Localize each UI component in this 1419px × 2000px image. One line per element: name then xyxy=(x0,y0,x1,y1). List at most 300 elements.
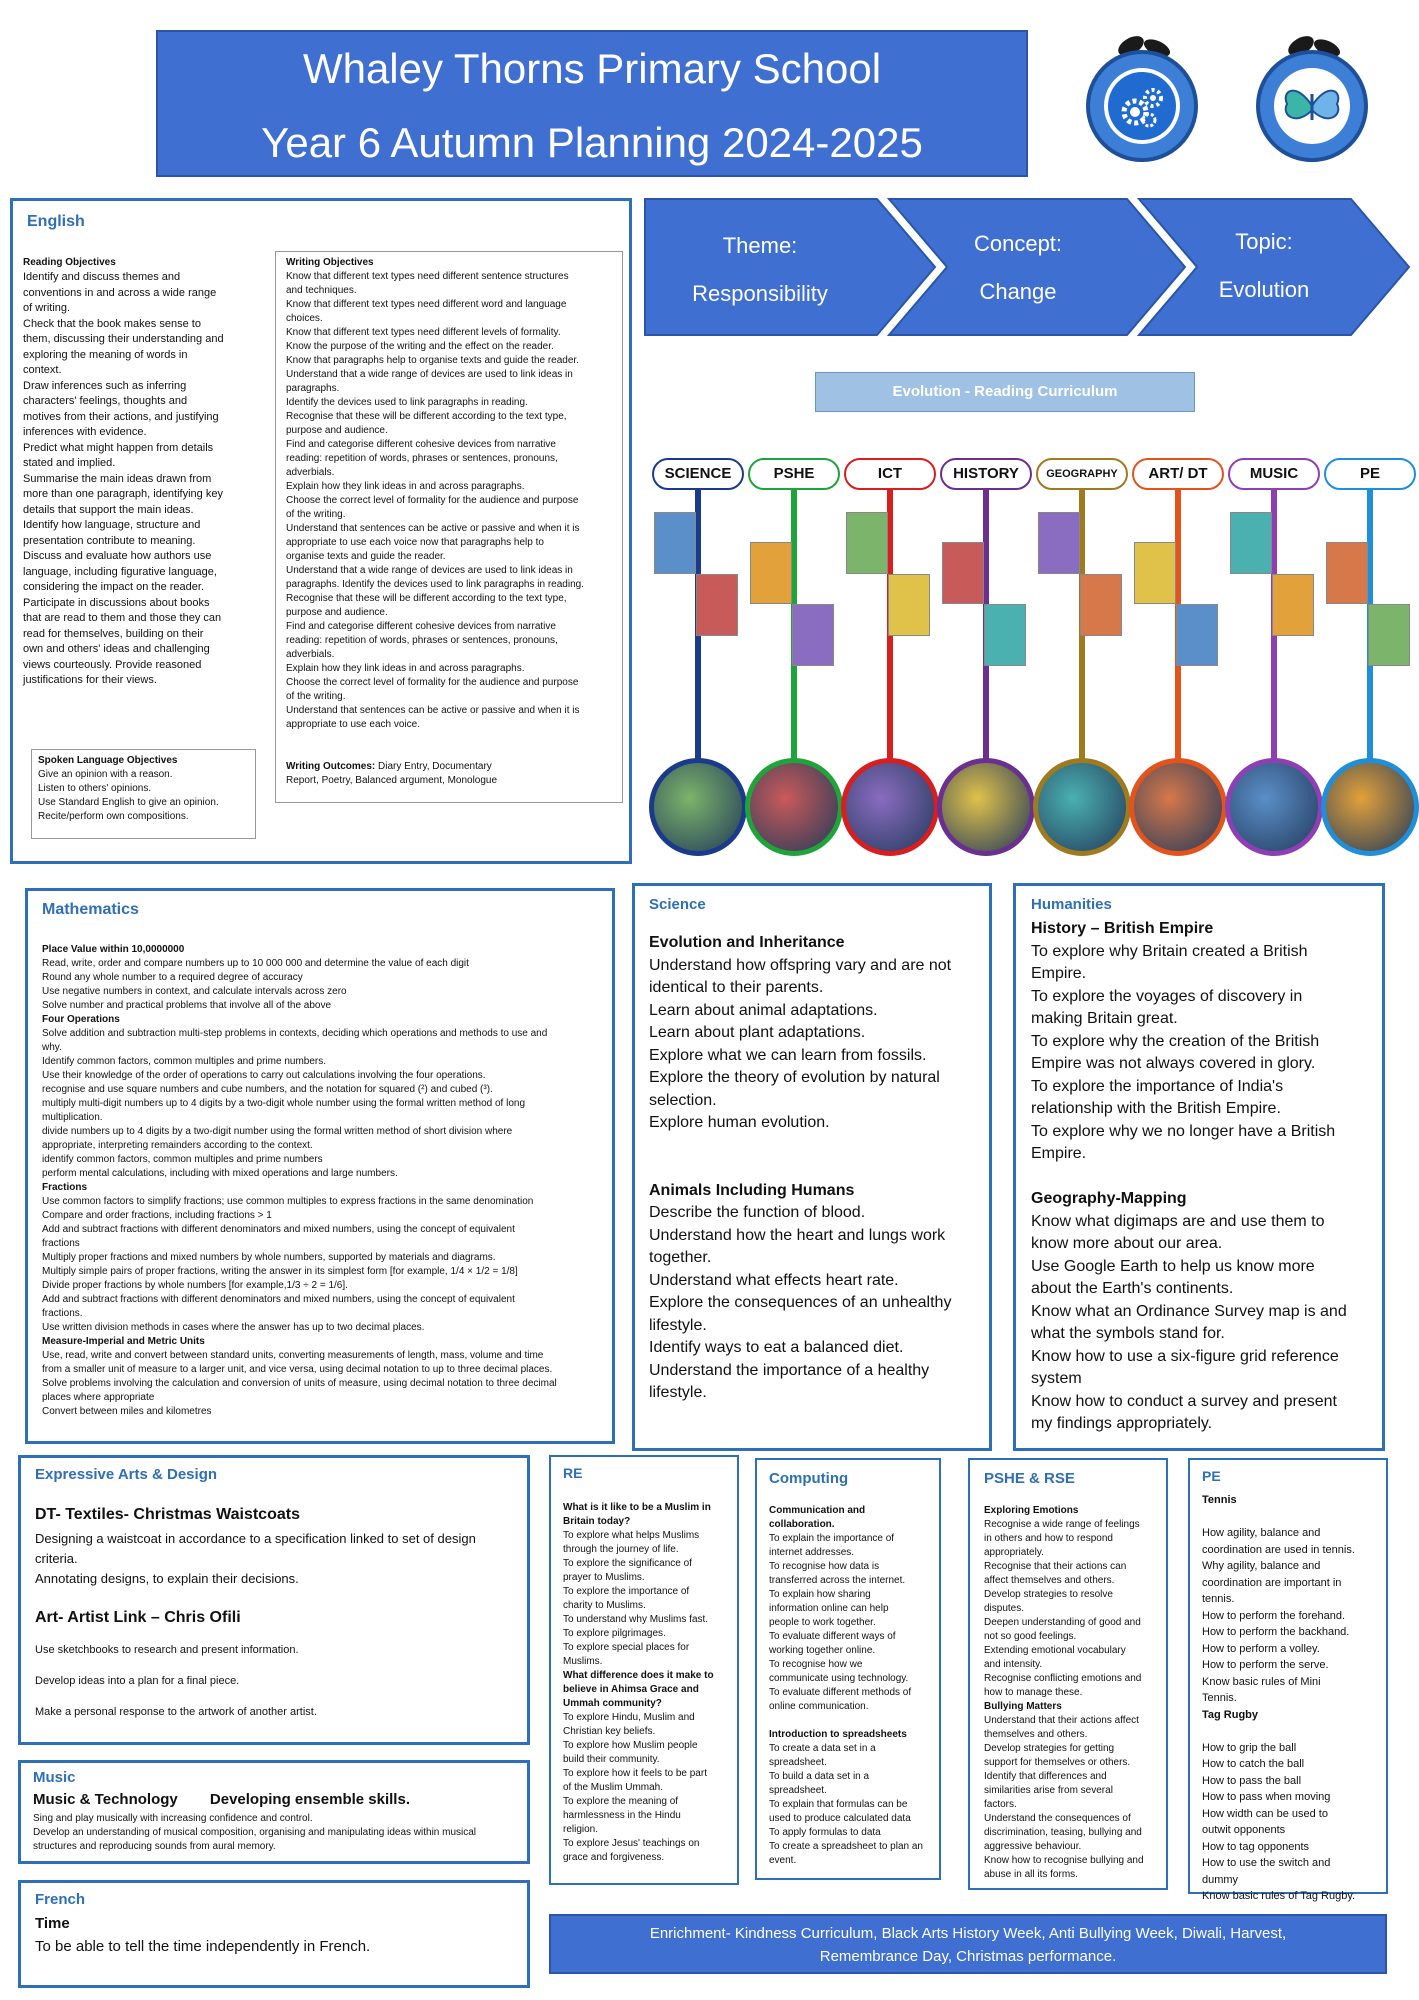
humanities-line: my findings appropriately. xyxy=(1031,1415,1213,1432)
pe-line: Tennis. xyxy=(1202,1692,1237,1704)
book-cover xyxy=(792,604,834,666)
reading-line: Identify and discuss themes and xyxy=(23,271,181,283)
humanities-line xyxy=(1031,1166,1381,1189)
reading-line: Summarise the main ideas drawn from xyxy=(23,472,212,485)
computing-line: collaboration. xyxy=(769,1519,835,1530)
science-heading: Science xyxy=(649,896,706,913)
science-line: lifestyle. xyxy=(649,1384,707,1401)
humanities-heading: Humanities xyxy=(1031,896,1112,913)
pshe-line: Recognise conflicting emotions and xyxy=(984,1673,1142,1684)
spoken-language-objectives xyxy=(31,749,256,839)
maths-line: Read, write, order and compare numbers up to 10 000 000 and determine the value of each digit xyxy=(42,958,469,969)
pe-line: How to perform a volley. xyxy=(1202,1642,1320,1655)
pshe-line: Extending emotional vocabulary xyxy=(984,1645,1126,1656)
science-line: Identify ways to eat a balanced diet. xyxy=(649,1339,904,1356)
science-panel xyxy=(632,883,992,1451)
writing-line: Know that different text types need different levels of formality. xyxy=(286,327,561,338)
re-line: Ummah community? xyxy=(563,1698,662,1709)
pshe-line: disputes. xyxy=(984,1603,1025,1614)
french-panel xyxy=(18,1880,530,1988)
page-title-banner xyxy=(156,30,1028,177)
reading-line: conventions in and across a wide range xyxy=(23,286,217,299)
book-cover xyxy=(1272,574,1314,636)
writing-line: Know that different text types need different word and language xyxy=(286,299,567,310)
pe-line: How to tag opponents xyxy=(1202,1840,1310,1853)
music-line-2: Develop an understanding of musical composition, organising and manipulating ideas within musical xyxy=(33,1826,477,1838)
book-cover xyxy=(1038,512,1080,574)
maths-line: appropriate, interpreting remainders according to the context. xyxy=(42,1140,313,1151)
maths-line: divide numbers up to 4 digits by a two-digit number using the formal written method of short division where xyxy=(42,1126,513,1137)
planning-title: Year 6 Autumn Planning 2024-2025 xyxy=(261,119,923,166)
book-cover xyxy=(654,512,696,574)
maths-line: places where appropriate xyxy=(42,1392,155,1403)
mathematics-list xyxy=(42,943,612,1419)
science-line: together. xyxy=(649,1249,712,1266)
french-line: To be able to tell the time independently in French. xyxy=(35,1938,371,1955)
book-cover xyxy=(1176,604,1218,666)
chevron-theme xyxy=(660,222,860,318)
humanities-list xyxy=(1031,918,1381,1436)
re-line: To explore Jesus' teachings on xyxy=(563,1838,700,1849)
expressive-arts-panel xyxy=(18,1455,530,1745)
pshe-line: appropriately. xyxy=(984,1547,1044,1558)
writing-line: adverbials. xyxy=(286,649,335,660)
maths-line: Solve addition and subtraction multi-step problems in contexts, deciding which operations and methods to use and xyxy=(42,1028,548,1039)
science-line: lifestyle. xyxy=(649,1316,707,1334)
reading-line: presentation contribute to meaning. xyxy=(23,534,196,547)
humanities-line: To explore why we no longer have a British xyxy=(1031,1122,1336,1140)
humanities-panel xyxy=(1013,883,1385,1451)
reading-line: inferences with evidence. xyxy=(23,426,147,438)
re-list xyxy=(563,1501,738,1865)
reading-line: exploring the meaning of words in xyxy=(23,348,188,361)
re-line: grace and forgiveness. xyxy=(563,1852,665,1863)
writing-line: choices. xyxy=(286,313,323,324)
computing-line: To recognise how we xyxy=(769,1659,863,1670)
butterfly-icon xyxy=(1247,32,1377,162)
computing-line: To explain how sharing xyxy=(769,1589,871,1600)
computing-line: online communication. xyxy=(769,1701,869,1712)
computing-line: To build a data set in a xyxy=(769,1771,870,1782)
writing-line: Choose the correct level of formality for the audience and purpose xyxy=(286,677,579,688)
maths-line: identify common factors, common multiples and prime numbers xyxy=(42,1154,323,1165)
reading-line: Predict what might happen from details xyxy=(23,441,214,454)
english-heading: English xyxy=(27,213,85,230)
reading-line: language, including figurative language, xyxy=(23,565,217,578)
music-sub2: Developing ensemble skills. xyxy=(209,1791,410,1808)
re-line: religion. xyxy=(563,1824,599,1835)
computing-line: To recognise how data is xyxy=(769,1561,880,1572)
computing-line: spreadsheet. xyxy=(769,1785,827,1796)
spoken-line: Listen to others' opinions. xyxy=(38,783,152,794)
humanities-line: about the Earth's continents. xyxy=(1031,1280,1234,1297)
subject-label-artdt: ART/ DT xyxy=(1132,458,1224,490)
computing-line xyxy=(769,1714,941,1728)
enrichment-line-2: Remembrance Day, Christmas performance. xyxy=(819,1948,1117,1965)
science-line: Understand what effects heart rate. xyxy=(649,1271,899,1289)
maths-line: Use written division methods in cases where the answer has up to two decimal places. xyxy=(42,1322,425,1333)
subject-label-music: MUSIC xyxy=(1228,458,1320,490)
pshe-line: not so good feelings. xyxy=(984,1631,1077,1642)
pe-line: Why agility, balance and xyxy=(1202,1560,1321,1572)
re-line: What difference does it make to xyxy=(563,1670,714,1681)
maths-line: multiplication. xyxy=(42,1112,103,1123)
humanities-line: what the symbols stand for. xyxy=(1031,1325,1225,1342)
re-line: To explore pilgrimages. xyxy=(563,1628,666,1639)
writing-line: Recognise that these will be different according to the text type, xyxy=(286,593,567,604)
reading-line: stated and implied. xyxy=(23,457,116,469)
science-line: Evolution and Inheritance xyxy=(649,934,845,951)
writing-line: reading: repetition of words, phrases or sentences, pronouns, xyxy=(286,635,558,646)
maths-line: fractions. xyxy=(42,1308,83,1319)
reading-line: Check that the book makes sense to xyxy=(23,317,201,330)
pshe-line: Exploring Emotions xyxy=(984,1505,1079,1516)
re-line: Muslims. xyxy=(563,1656,603,1667)
re-line: through the journey of life. xyxy=(563,1544,679,1555)
computing-line: To explain that formulas can be xyxy=(769,1799,908,1810)
music-content xyxy=(33,1789,528,1854)
re-line: To explore the meaning of xyxy=(563,1796,679,1807)
chevron-concept xyxy=(918,220,1118,316)
pshe-line: in others and how to respond xyxy=(984,1533,1113,1544)
pshe-line: Develop strategies for getting xyxy=(984,1743,1115,1754)
humanities-line: Empire. xyxy=(1031,1145,1087,1162)
pshe-line: Understand the consequences of xyxy=(984,1813,1131,1824)
science-line: Learn about plant adaptations. xyxy=(649,1024,866,1041)
science-line: Understand how the heart and lungs work xyxy=(649,1226,946,1244)
pshe-line: Bullying Matters xyxy=(984,1701,1062,1712)
humanities-line: Know what digimaps are and use them to xyxy=(1031,1212,1325,1230)
english-panel xyxy=(10,198,632,864)
re-line: of the Muslim Ummah. xyxy=(563,1782,664,1793)
reading-objectives-list xyxy=(23,270,283,689)
chevron-concept-value: Change xyxy=(979,279,1057,304)
computing-list xyxy=(769,1504,941,1868)
pe-line: How to catch the ball xyxy=(1202,1758,1305,1770)
pe-line: coordination are used in tennis. xyxy=(1202,1543,1355,1556)
pe-line xyxy=(1202,1509,1388,1526)
writing-objectives-list xyxy=(286,270,622,732)
pe-line: How to use the switch and xyxy=(1202,1857,1331,1869)
subject-image-circle xyxy=(649,758,747,856)
science-line xyxy=(649,1135,989,1158)
chevron-topic-label: Topic: xyxy=(1235,229,1293,254)
re-line: harmlessness in the Hindu xyxy=(563,1810,681,1821)
dt-line-2: criteria. xyxy=(35,1550,78,1566)
subject-image-circle xyxy=(745,758,843,856)
maths-line: fractions xyxy=(42,1238,80,1249)
mathematics-heading: Mathematics xyxy=(42,901,139,918)
maths-line: why. xyxy=(42,1042,62,1053)
pe-line: How to perform the forehand. xyxy=(1202,1609,1346,1622)
writing-line: appropriate to use each voice now that paragraphs help to xyxy=(286,537,544,548)
book-cover xyxy=(1326,542,1368,604)
school-name: Whaley Thorns Primary School xyxy=(302,45,882,92)
french-sub: Time xyxy=(35,1915,70,1932)
writing-line: purpose and audience. xyxy=(286,607,388,618)
pe-line: How to perform the backhand. xyxy=(1202,1626,1350,1638)
writing-line: reading: repetition of words, phrases or sentences, pronouns, xyxy=(286,453,558,464)
maths-line: Add and subtract fractions with different denominators and mixed numbers, using the concept of equivalent xyxy=(42,1294,515,1305)
maths-line: recognise and use square numbers and cube numbers, and the notation for squared (²) and cubed (³). xyxy=(42,1084,493,1095)
re-line: To explore the importance of xyxy=(563,1586,690,1597)
dt-line-3: Annotating designs, to explain their decisions. xyxy=(35,1570,299,1586)
subject-label-science: SCIENCE xyxy=(652,458,744,490)
maths-line: Place Value within 10,0000000 xyxy=(42,944,185,955)
reading-line: Identify how language, structure and xyxy=(23,519,201,531)
enrichment-line-1: Enrichment- Kindness Curriculum, Black Arts History Week, Anti Bullying Week, Diwali, Harvest, xyxy=(649,1925,1287,1942)
computing-line: working together online. xyxy=(769,1645,876,1656)
computing-line: Introduction to spreadsheets xyxy=(769,1729,907,1740)
humanities-line: making Britain great. xyxy=(1031,1010,1178,1027)
humanities-line: Geography-Mapping xyxy=(1031,1190,1187,1207)
computing-panel xyxy=(755,1458,941,1880)
book-cover xyxy=(1230,512,1272,574)
writing-line: Explain how they link ideas in and across paragraphs. xyxy=(286,481,525,492)
pe-line: How width can be used to xyxy=(1202,1807,1328,1820)
maths-line: from a smaller unit of measure to a larger unit, and vice versa, using decimal notation to up to three decimal places. xyxy=(42,1364,553,1375)
pshe-line: support for themselves or others. xyxy=(984,1757,1131,1768)
book-cover xyxy=(1368,604,1410,666)
spoken-line: Use Standard English to give an opinion. xyxy=(38,797,219,808)
writing-line: Know the purpose of the writing and the effect on the reader. xyxy=(286,341,554,352)
chevron-concept-label: Concept: xyxy=(973,231,1063,256)
reading-line: own and others' ideas and challenging xyxy=(23,643,210,655)
reading-line: details that support the main ideas. xyxy=(23,503,194,516)
humanities-line: History – British Empire xyxy=(1031,920,1214,937)
computing-line: transferred across the internet. xyxy=(769,1575,906,1586)
writing-line: and techniques. xyxy=(286,285,357,296)
pshe-heading: PSHE & RSE xyxy=(984,1470,1075,1487)
writing-outcomes-line1: Diary Entry, Documentary xyxy=(375,761,492,772)
humanities-line: To explore the voyages of discovery in xyxy=(1031,987,1303,1005)
music-line-1: Sing and play musically with increasing confidence and control. xyxy=(33,1812,313,1824)
writing-objectives xyxy=(275,251,623,803)
maths-line: Add and subtract fractions with different denominators and mixed numbers, using the concept of equivalent xyxy=(42,1224,515,1235)
writing-line: Know that paragraphs help to organise texts and guide the reader. xyxy=(286,355,579,366)
subject-label-pe: PE xyxy=(1324,458,1416,490)
reading-line: views courteously. Provide reasoned xyxy=(23,658,202,671)
maths-line: Multiply proper fractions and mixed numbers by whole numbers, supported by materials and diagrams. xyxy=(42,1252,496,1263)
humanities-line: Use Google Earth to help us know more xyxy=(1031,1257,1315,1275)
french-content xyxy=(35,1913,525,1959)
dt-title: DT- Textiles- Christmas Waistcoats xyxy=(35,1506,300,1523)
arts-content xyxy=(35,1504,525,1719)
re-line: charity to Muslims. xyxy=(563,1600,646,1611)
reading-line: Draw inferences such as inferring xyxy=(23,379,187,392)
science-line: Learn about animal adaptations. xyxy=(649,1001,878,1019)
pshe-list xyxy=(984,1504,1168,1882)
science-line xyxy=(649,1157,989,1180)
re-line: To understand why Muslims fast. xyxy=(563,1614,709,1625)
reading-objectives xyxy=(23,256,283,746)
pshe-line: similarities arise from several xyxy=(984,1785,1113,1796)
pe-line: Know basic rules of Tag Rugby. xyxy=(1202,1890,1356,1902)
computing-line: To apply formulas to data xyxy=(769,1827,881,1838)
re-line: To explore special places for xyxy=(563,1642,690,1653)
computing-line: To evaluate different methods of xyxy=(769,1687,912,1698)
pshe-line: Recognise a wide range of feelings xyxy=(984,1519,1140,1530)
subject-image-circle xyxy=(1033,758,1131,856)
writing-line: of the writing. xyxy=(286,691,346,702)
re-line: Christian key beliefs. xyxy=(563,1726,656,1737)
writing-line: Find and categorise different cohesive devices from narrative xyxy=(286,439,556,450)
science-line: Describe the function of blood. xyxy=(649,1204,866,1221)
writing-line: Understand that sentences can be active or passive and when it is xyxy=(286,523,580,534)
pshe-line: Understand that their actions affect xyxy=(984,1715,1139,1726)
re-heading: RE xyxy=(563,1465,583,1481)
maths-line: Four Operations xyxy=(42,1014,120,1025)
humanities-line: To explore the importance of India's xyxy=(1031,1077,1284,1095)
mathematics-panel xyxy=(25,888,615,1444)
maths-line: Use common factors to simplify fractions; use common multiples to express fractions in the same denomination xyxy=(42,1196,534,1207)
maths-line: Divide proper fractions by whole numbers [for example,1/3 ÷ 2 = 1/6]. xyxy=(42,1280,348,1291)
reading-objectives-title: Reading Objectives xyxy=(23,257,116,268)
pshe-line: Develop strategies to resolve xyxy=(984,1589,1113,1600)
subject-label-geography: GEOGRAPHY xyxy=(1036,458,1128,490)
computing-line: communicate using technology. xyxy=(769,1673,909,1684)
reading-line: them, discussing their understanding and xyxy=(23,333,224,345)
writing-line: paragraphs. xyxy=(286,383,340,394)
maths-line: Fractions xyxy=(42,1182,88,1193)
pshe-line: and intensity. xyxy=(984,1659,1043,1670)
pe-line: Know basic rules of Mini xyxy=(1202,1675,1321,1688)
book-cover xyxy=(1134,542,1176,604)
spoken-list xyxy=(38,768,249,824)
maths-line: Measure-Imperial and Metric Units xyxy=(42,1336,205,1347)
pshe-line: discrimination, teasing, bullying and xyxy=(984,1827,1142,1838)
pe-line: outwit opponents xyxy=(1202,1824,1286,1836)
chevron-theme-value: Responsibility xyxy=(692,281,828,306)
re-line: To explore how it feels to be part xyxy=(563,1768,707,1779)
re-line: build their community. xyxy=(563,1754,660,1765)
computing-line: To create a data set in a xyxy=(769,1743,876,1754)
pe-line: How to pass when moving xyxy=(1202,1791,1331,1803)
pe-line: How to grip the ball xyxy=(1202,1741,1297,1754)
pe-line: Tag Rugby xyxy=(1202,1708,1259,1721)
science-line: Animals Including Humans xyxy=(649,1181,855,1199)
computing-line: To explain the importance of xyxy=(769,1533,895,1544)
re-line: To explore how Muslim people xyxy=(563,1740,698,1751)
pe-line: tennis. xyxy=(1202,1593,1235,1605)
pe-line: coordination are important in xyxy=(1202,1576,1342,1589)
reading-line: characters' feelings, thoughts and xyxy=(23,395,188,407)
pshe-line: Know how to recognise bullying and xyxy=(984,1855,1144,1866)
reading-curriculum-title: Evolution - Reading Curriculum xyxy=(815,372,1195,412)
computing-line: used to produce calculated data xyxy=(769,1813,911,1824)
writing-line: Find and categorise different cohesive devices from narrative xyxy=(286,621,556,632)
reading-line: justifications for their views. xyxy=(23,674,157,686)
writing-line: paragraphs. Identify the devices used to link paragraphs in reading. xyxy=(286,579,584,590)
humanities-line: Empire was not always covered in glory. xyxy=(1031,1055,1316,1072)
maths-line: perform mental calculations, including with mixed operations and large numbers. xyxy=(42,1168,398,1179)
maths-line: Round any whole number to a required degree of accuracy xyxy=(42,972,303,983)
reading-line: of writing. xyxy=(23,302,71,314)
spoken-line: Give an opinion with a reason. xyxy=(38,769,173,780)
pshe-line: affect themselves and others. xyxy=(984,1575,1115,1586)
maths-line: Use their knowledge of the order of operations to carry out calculations involving the four operations. xyxy=(42,1070,486,1081)
pe-line: How to perform the serve. xyxy=(1202,1659,1329,1671)
humanities-line: Empire. xyxy=(1031,965,1087,982)
re-line: To explore what helps Muslims xyxy=(563,1530,700,1541)
spoken-line: Recite/perform own compositions. xyxy=(38,811,189,822)
maths-line: Use negative numbers in context, and calculate intervals across zero xyxy=(42,986,347,997)
writing-line: organise texts and guide the reader. xyxy=(286,551,446,562)
computing-line: To evaluate different ways of xyxy=(769,1631,896,1642)
pe-heading: PE xyxy=(1202,1468,1221,1484)
chevron-topic-value: Evolution xyxy=(1218,277,1310,302)
maths-line: Identify common factors, common multiples and prime numbers. xyxy=(42,1056,326,1067)
writing-line: Choose the correct level of formality for the audience and purpose xyxy=(286,495,579,506)
subject-image-circle xyxy=(1321,758,1419,856)
humanities-line: know more about our area. xyxy=(1031,1235,1223,1252)
writing-line: Explain how they link ideas in and across paragraphs. xyxy=(286,663,525,674)
book-cover xyxy=(846,512,888,574)
writing-line: Identify the devices used to link paragraphs in reading. xyxy=(286,397,528,408)
pe-line: How agility, balance and xyxy=(1202,1527,1321,1539)
spoken-title: Spoken Language Objectives xyxy=(38,755,178,766)
reading-line: context. xyxy=(23,364,62,376)
re-line: What is it like to be a Muslim in xyxy=(563,1502,711,1513)
arts-heading: Expressive Arts & Design xyxy=(35,1466,218,1483)
writing-line: Understand that a wide range of devices are used to link ideas in xyxy=(286,369,573,380)
pshe-line: Recognise that their actions can xyxy=(984,1561,1127,1572)
writing-line: of the writing. xyxy=(286,509,346,520)
science-line: selection. xyxy=(649,1091,717,1109)
humanities-line: Know how to conduct a survey and present xyxy=(1031,1392,1337,1410)
reading-line: that are read to them and those they can xyxy=(23,612,222,624)
pshe-line: aggressive behaviour. xyxy=(984,1841,1082,1852)
music-line-3: structures and reproducing sounds from aural memory. xyxy=(33,1840,276,1852)
subject-image-circle xyxy=(1129,758,1227,856)
subject-image-circle xyxy=(937,758,1035,856)
writing-line: appropriate to use each voice. xyxy=(286,719,420,730)
re-line: Britain today? xyxy=(563,1516,631,1527)
book-cover xyxy=(1080,574,1122,636)
writing-line: purpose and audience. xyxy=(286,425,388,436)
reading-line: read for themselves, building on their xyxy=(23,627,204,640)
pshe-line: how to manage these. xyxy=(984,1687,1083,1698)
humanities-line: Know how to use a six-figure grid reference xyxy=(1031,1347,1339,1365)
music-heading: Music xyxy=(33,1769,76,1786)
pe-line: How to pass the ball xyxy=(1202,1774,1302,1787)
computing-line: people to work together. xyxy=(769,1617,876,1628)
reading-line: Discuss and evaluate how authors use xyxy=(23,550,212,562)
pshe-line: factors. xyxy=(984,1799,1017,1810)
science-line: Understand how offspring vary and are not xyxy=(649,956,952,974)
re-line: To explore Hindu, Muslim and xyxy=(563,1712,695,1723)
re-line: believe in Ahimsa Grace and xyxy=(563,1684,699,1695)
maths-line: multiply multi-digit numbers up to 4 digits by a two-digit whole number using the formal written method of long xyxy=(42,1098,526,1109)
pshe-line: abuse in all its forms. xyxy=(984,1869,1078,1880)
science-line: Explore what we can learn from fossils. xyxy=(649,1046,927,1064)
writing-line: Know that different text types need different sentence structures xyxy=(286,271,569,282)
re-line: prayer to Muslims. xyxy=(563,1572,645,1583)
writing-line: Understand that sentences can be active or passive and when it is xyxy=(286,705,580,716)
pe-line xyxy=(1202,1723,1388,1740)
science-line: Understand the importance of a healthy xyxy=(649,1361,930,1379)
art-line-3: Make a personal response to the artwork of another artist. xyxy=(35,1706,317,1718)
chevron-theme-label: Theme: xyxy=(722,233,798,258)
writing-outcomes-line2: Report, Poetry, Balanced argument, Monologue xyxy=(286,775,498,786)
subject-label-history: HISTORY xyxy=(940,458,1032,490)
computing-heading: Computing xyxy=(769,1470,849,1487)
computing-line: internet addresses. xyxy=(769,1547,855,1558)
writing-outcomes-label: Writing Outcomes: xyxy=(286,761,376,772)
chevron-topic xyxy=(1164,218,1364,314)
science-line: Explore the theory of evolution by natural xyxy=(649,1069,940,1086)
re-line: To explore the significance of xyxy=(563,1558,692,1569)
